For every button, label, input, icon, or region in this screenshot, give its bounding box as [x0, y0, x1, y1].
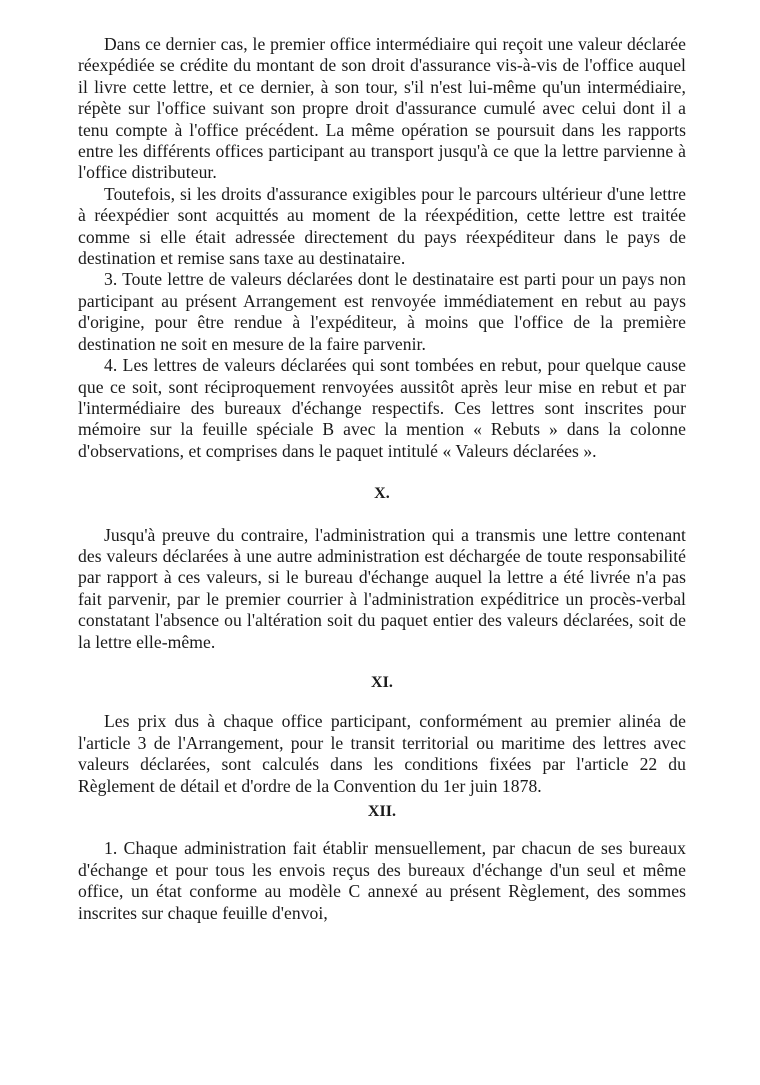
document-page: [78, 34, 686, 924]
paragraph-toutefois: Toutefois, si les droits d'assurance exigibles pour le parcours ultérieur d'une lettre à réexpédier sont acquittés au moment de la réexpédition, cette lettre est traitée comme si elle était adressée directement du pays réexpéditeur dans le pays de destination et remise sans taxe au destinataire.: [78, 183, 686, 269]
section-xii: [78, 838, 686, 924]
paragraph-item-3: 3. Toute lettre de valeurs déclarées dont le destinataire est parti pour un pays non participant au présent Arrangement est renvoyée immédiatement en rebut au pays d'origine, pour être rendue à l'expéditeur, à moins que l'office de la première destination ne soit en mesure de la faire parvenir.: [78, 269, 686, 354]
paragraph-prix-dus: Les prix dus à chaque office participant, conformément au premier alinéa de l'article 3 de l'Arrangement, pour le transit territorial ou maritime des lettres avec valeurs déclarées, sont calculés dans les conditions fixées par l'article 22 du Règlement de détail et d'ordre de la Convention du 1er juin 1878.: [78, 711, 686, 796]
section-x: [78, 525, 686, 653]
section-heading-xii: XII.: [367, 803, 397, 820]
paragraph-item-4: 4. Les lettres de valeurs déclarées qui sont tombées en rebut, pour quelque cause que ce soit, sont réciproquement renvoyées aussitôt après leur mise en rebut et par l'intermédiaire des bureaux d'échange respectifs. Ces lettres sont inscrites pour mémoire sur la feuille spéciale B avec la mention « Rebuts » dans la colonne d'observations, et comprises dans le paquet intitulé « Valeurs déclarées ».: [78, 355, 686, 461]
paragraph-reexpedition-insurance: Dans ce dernier cas, le premier office intermédiaire qui reçoit une valeur déclarée réexpédiée se crédite du montant de son droit d'assurance vis-à-vis de l'office auquel il livre cette lettre, et ce dernier, à son tour, s'il n'est lui-même qu'un intermédiaire, répète sur l'office suivant son propre droit d'assurance cumulé avec celui dont il a tenu compte à l'office précédent. La même opération se poursuit dans les rapports entre les différents offices participant au transport jusqu'à ce que la lettre parvienne à l'office distributeur.: [78, 34, 686, 183]
section-xi: [78, 711, 686, 797]
section-ix-continuation: [78, 34, 686, 462]
section-heading-x: X.: [374, 485, 390, 503]
paragraph-item-1-etat-mensuel: 1. Chaque administration fait établir mensuellement, par chacun de ses bureaux d'échange et pour tous les envois reçus des bureaux d'échange d'un seul et même office, un état conforme au modèle C annexé au présent Règlement, des sommes inscrites sur chaque feuille d'envoi,: [78, 838, 686, 923]
section-heading-xi: XI.: [371, 673, 393, 691]
paragraph-responsabilite: Jusqu'à preuve du contraire, l'administration qui a transmis une lettre contenant des valeurs déclarées à une autre administration est déchargée de toute responsabilité par rapport à ces valeurs, si le bureau d'échange auquel la lettre a été livrée n'a pas fait parvenir, par le premier courrier à l'administration expéditrice un procès-verbal constatant l'absence ou l'altération soit du paquet entier des valeurs déclarées, soit de la lettre elle-même.: [78, 524, 686, 652]
